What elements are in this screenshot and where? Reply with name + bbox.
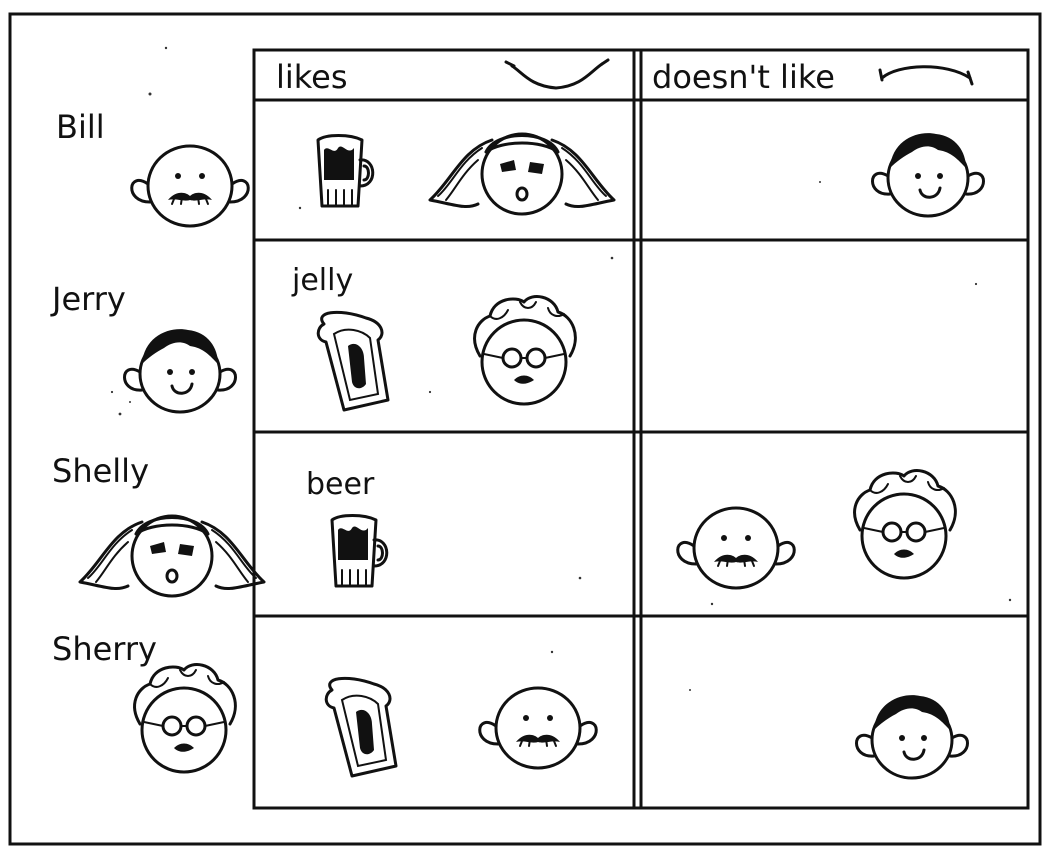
shelly-face-icon: [430, 134, 614, 214]
beer-mug-icon: [318, 136, 373, 207]
jerry-face-icon: [873, 133, 984, 216]
jelly-label: jelly: [292, 263, 354, 298]
sherry-face-icon: [855, 471, 956, 578]
jerry-face-icon: [857, 695, 968, 778]
person-name-sherry: Sherry: [52, 630, 157, 668]
person-name-bill: Bill: [56, 108, 105, 146]
frown-mouth-icon: [880, 67, 972, 84]
bill-face-icon: [678, 508, 795, 588]
jelly-toast-icon: [318, 312, 388, 410]
doesnt-like-header: doesn't like: [652, 58, 835, 96]
likes-header: likes: [276, 58, 348, 96]
beer-label: beer: [306, 467, 375, 502]
shelly-face-icon: [80, 516, 264, 596]
beer-mug-icon: [332, 516, 387, 587]
bill-face-icon: [480, 688, 597, 768]
jerry-face-icon: [125, 329, 236, 412]
person-name-shelly: Shelly: [52, 452, 149, 490]
sherry-face-icon: [135, 665, 236, 772]
bill-face-icon: [132, 146, 249, 226]
jelly-toast-icon: [326, 678, 396, 776]
sherry-face-icon: [475, 297, 576, 404]
person-name-jerry: Jerry: [52, 280, 126, 318]
smile-mouth-icon: [506, 60, 608, 88]
